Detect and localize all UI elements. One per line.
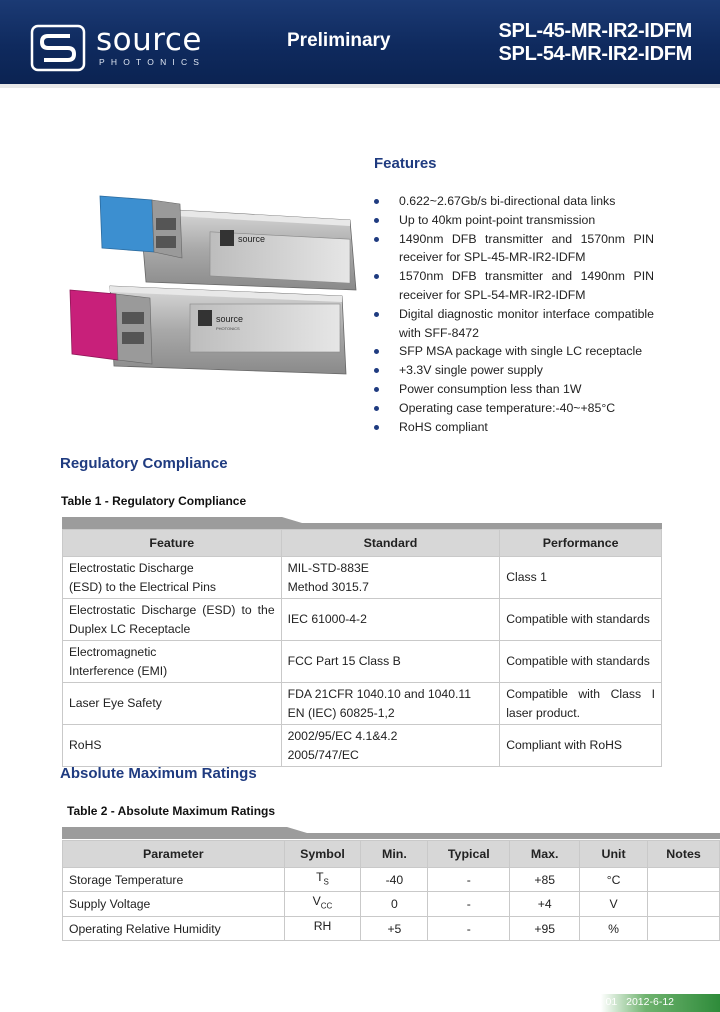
doc-date: 2012-6-12 bbox=[626, 996, 674, 1008]
feature-cell: Electrostatic Discharge (ESD) to the Electrical Pins bbox=[63, 557, 282, 599]
bullet-icon bbox=[374, 368, 379, 373]
table-1-tab-bar bbox=[62, 517, 662, 529]
product-photo bbox=[60, 178, 370, 378]
part-number-1: SPL-45-MR-IR2-IDFM bbox=[498, 20, 692, 42]
footer-doc-info bbox=[528, 996, 674, 1008]
list-item: SFP MSA package with single LC receptacle bbox=[374, 342, 654, 361]
col-header-unit: Unit bbox=[580, 841, 648, 868]
features-list bbox=[374, 192, 654, 436]
list-item: +3.3V single power supply bbox=[374, 361, 654, 380]
bullet-icon bbox=[374, 425, 379, 430]
standard-cell: FCC Part 15 Class B bbox=[281, 641, 500, 683]
performance-cell: Class 1 bbox=[500, 557, 662, 599]
table-row bbox=[63, 892, 720, 916]
list-item: 1490nm DFB transmitter and 1570nm PIN receiver for SPL-45-MR-IR2-IDFM bbox=[374, 230, 654, 268]
max-cell: +95 bbox=[510, 916, 580, 940]
module-magenta-label: source bbox=[216, 314, 244, 324]
unit-cell: V bbox=[580, 892, 648, 916]
table-row bbox=[63, 641, 662, 683]
min-cell: 0 bbox=[361, 892, 428, 916]
module-magenta bbox=[70, 286, 346, 374]
bullet-icon bbox=[374, 274, 379, 279]
standard-cell: IEC 61000-4-2 bbox=[281, 599, 500, 641]
table-2-caption: Table 2 - Absolute Maximum Ratings bbox=[67, 804, 276, 818]
module-blue bbox=[100, 196, 356, 290]
performance-cell: Compatible with Class I laser product. bbox=[500, 683, 662, 725]
bullet-icon bbox=[374, 237, 379, 242]
table-header-row bbox=[63, 841, 720, 868]
regulatory-section-title: Regulatory Compliance bbox=[60, 455, 228, 472]
logo-wordmark: source bbox=[96, 22, 202, 58]
absolute-ratings-section-title: Absolute Maximum Ratings bbox=[60, 765, 257, 782]
table-2-tab-bar bbox=[62, 827, 720, 839]
table-row bbox=[63, 868, 720, 892]
logo-subtitle: PHOTONICS bbox=[99, 57, 206, 67]
bullet-icon bbox=[374, 387, 379, 392]
feature-cell: Laser Eye Safety bbox=[63, 683, 282, 725]
source-photonics-logo-icon bbox=[30, 24, 86, 72]
table-row bbox=[63, 599, 662, 641]
standard-cell: FDA 21CFR 1040.10 and 1040.11 EN (IEC) 60825-1,2 bbox=[281, 683, 500, 725]
document-status: Preliminary bbox=[287, 30, 391, 51]
table-1-caption: Table 1 - Regulatory Compliance bbox=[61, 494, 247, 508]
list-item: Operating case temperature:-40~+85°C bbox=[374, 399, 654, 418]
typical-cell: - bbox=[428, 916, 510, 940]
list-item: Power consumption less than 1W bbox=[374, 380, 654, 399]
list-item: Digital diagnostic monitor interface compatible with SFF-8472 bbox=[374, 305, 654, 343]
col-header-feature: Feature bbox=[63, 530, 282, 557]
list-item: Up to 40km point-point transmission bbox=[374, 211, 654, 230]
absolute-ratings-table bbox=[62, 840, 720, 941]
symbol-cell: $T_S$ bbox=[284, 868, 361, 892]
regulatory-table bbox=[62, 529, 662, 767]
module-blue-label: source bbox=[238, 234, 266, 244]
doc-number: DS-6322 bbox=[527, 996, 569, 1008]
table-row bbox=[63, 725, 662, 767]
list-item: RoHS compliant bbox=[374, 418, 654, 437]
module-magenta-sublabel: PHOTONICS bbox=[216, 326, 240, 331]
bullet-icon bbox=[374, 406, 379, 411]
doc-revision: Rev 01 bbox=[577, 996, 618, 1008]
typical-cell: - bbox=[428, 868, 510, 892]
min-cell: +5 bbox=[361, 916, 428, 940]
table-header-row bbox=[63, 530, 662, 557]
col-header-symbol: Symbol bbox=[284, 841, 361, 868]
col-header-parameter: Parameter bbox=[63, 841, 285, 868]
performance-cell: Compatible with standards bbox=[500, 599, 662, 641]
max-cell: +4 bbox=[510, 892, 580, 916]
performance-cell: Compatible with standards bbox=[500, 641, 662, 683]
unit-cell: °C bbox=[580, 868, 648, 892]
parameter-cell: Supply Voltage bbox=[63, 892, 285, 916]
standard-cell: MIL-STD-883E Method 3015.7 bbox=[281, 557, 500, 599]
feature-cell: Electrostatic Discharge (ESD) to the Duplex LC Receptacle bbox=[63, 599, 282, 641]
feature-cell: Electromagnetic Interference (EMI) bbox=[63, 641, 282, 683]
features-title: Features bbox=[374, 155, 437, 172]
standard-cell: 2002/95/EC 4.1&4.2 2005/747/EC bbox=[281, 725, 500, 767]
col-header-typical: Typical bbox=[428, 841, 510, 868]
list-item: 0.622~2.67Gb/s bi-directional data links bbox=[374, 192, 654, 211]
table-row bbox=[63, 683, 662, 725]
col-header-min: Min. bbox=[361, 841, 428, 868]
symbol-cell: RH bbox=[284, 916, 361, 940]
performance-cell: Compliant with RoHS bbox=[500, 725, 662, 767]
list-item: 1570nm DFB transmitter and 1490nm PIN receiver for SPL-54-MR-IR2-IDFM bbox=[374, 267, 654, 305]
header-divider bbox=[0, 84, 720, 88]
col-header-notes: Notes bbox=[648, 841, 720, 868]
notes-cell bbox=[648, 868, 720, 892]
col-header-performance: Performance bbox=[500, 530, 662, 557]
bullet-icon bbox=[374, 199, 379, 204]
notes-cell bbox=[648, 916, 720, 940]
page-header bbox=[0, 0, 720, 84]
notes-cell bbox=[648, 892, 720, 916]
min-cell: -40 bbox=[361, 868, 428, 892]
bullet-icon bbox=[374, 312, 379, 317]
col-header-standard: Standard bbox=[281, 530, 500, 557]
typical-cell: - bbox=[428, 892, 510, 916]
bullet-icon bbox=[374, 218, 379, 223]
unit-cell: % bbox=[580, 916, 648, 940]
symbol-cell: $V_{CC}$ bbox=[284, 892, 361, 916]
max-cell: +85 bbox=[510, 868, 580, 892]
parameter-cell: Operating Relative Humidity bbox=[63, 916, 285, 940]
feature-cell: RoHS bbox=[63, 725, 282, 767]
part-number-2: SPL-54-MR-IR2-IDFM bbox=[498, 43, 692, 65]
table-row bbox=[63, 557, 662, 599]
table-row bbox=[63, 916, 720, 940]
bullet-icon bbox=[374, 349, 379, 354]
parameter-cell: Storage Temperature bbox=[63, 868, 285, 892]
col-header-max: Max. bbox=[510, 841, 580, 868]
